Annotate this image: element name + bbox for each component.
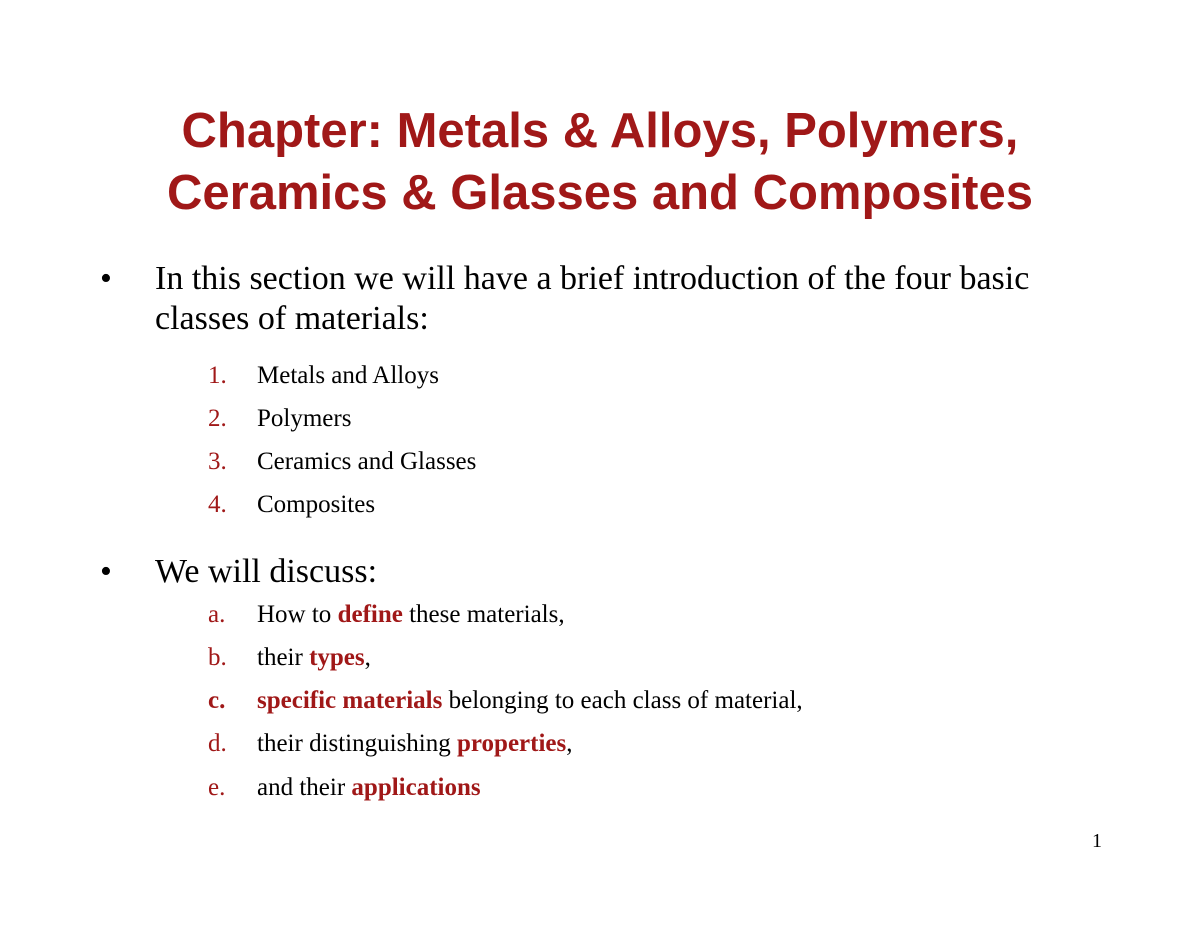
list-item-letter: b. [208,644,227,671]
list-item-number: 4. [208,491,227,518]
list-item-text-post: these materials, [402,601,565,628]
slide-title-line-1: Chapter: Metals & Alloys, Polymers, [181,104,1019,158]
list-item-keyword: define [337,601,403,628]
slide-title [0,100,1200,224]
list-item-text: Ceramics and Glasses [257,448,477,475]
bullet-dot-icon: • [100,260,112,297]
list-item-text-pre: their [257,644,310,671]
slide-title-line-2: Ceramics & Glasses and Composites [166,166,1034,220]
list-item-letter: d. [208,730,227,757]
bullet-introduction-line-2: classes of materials: [155,300,429,337]
list-item-text: Polymers [257,405,352,432]
list-item-letter: a. [208,601,226,628]
bullet-discussion-line-1: We will discuss: [155,553,378,590]
list-item-text-post: , [566,730,573,757]
list-item-keyword: types [309,644,365,671]
page-number: 1 [1092,830,1102,852]
bullet-introduction-line-1: In this section we will have a brief introduction of the four basic [155,260,1030,297]
list-item-text-post: belonging to each class of material, [442,687,803,714]
list-item-number: 1. [208,362,227,389]
list-item-text-pre: their distinguishing [257,730,457,757]
list-item-text-pre: and their [257,774,352,801]
list-item-letter: c. [208,687,226,714]
list-item-keyword: specific materials [257,687,443,714]
list-item-text [257,772,481,804]
list-item-text [257,728,573,760]
list-item-text [257,599,565,631]
list-item-number: 2. [208,405,227,432]
list-item-text [257,642,371,674]
list-item-number: 3. [208,448,227,475]
list-item-text: Metals and Alloys [257,362,439,389]
bullet-introduction-text [155,259,1115,339]
bullet-dot-icon: • [100,553,112,590]
list-item-text [257,685,803,717]
list-item-text: Composites [257,491,376,518]
list-item-text-post: , [364,644,371,671]
list-item-text-pre: How to [257,601,338,628]
list-item-keyword: properties [457,730,567,757]
list-item-keyword: applications [351,774,481,801]
list-item-letter: e. [208,774,226,801]
bullet-discussion-text [155,552,1115,592]
